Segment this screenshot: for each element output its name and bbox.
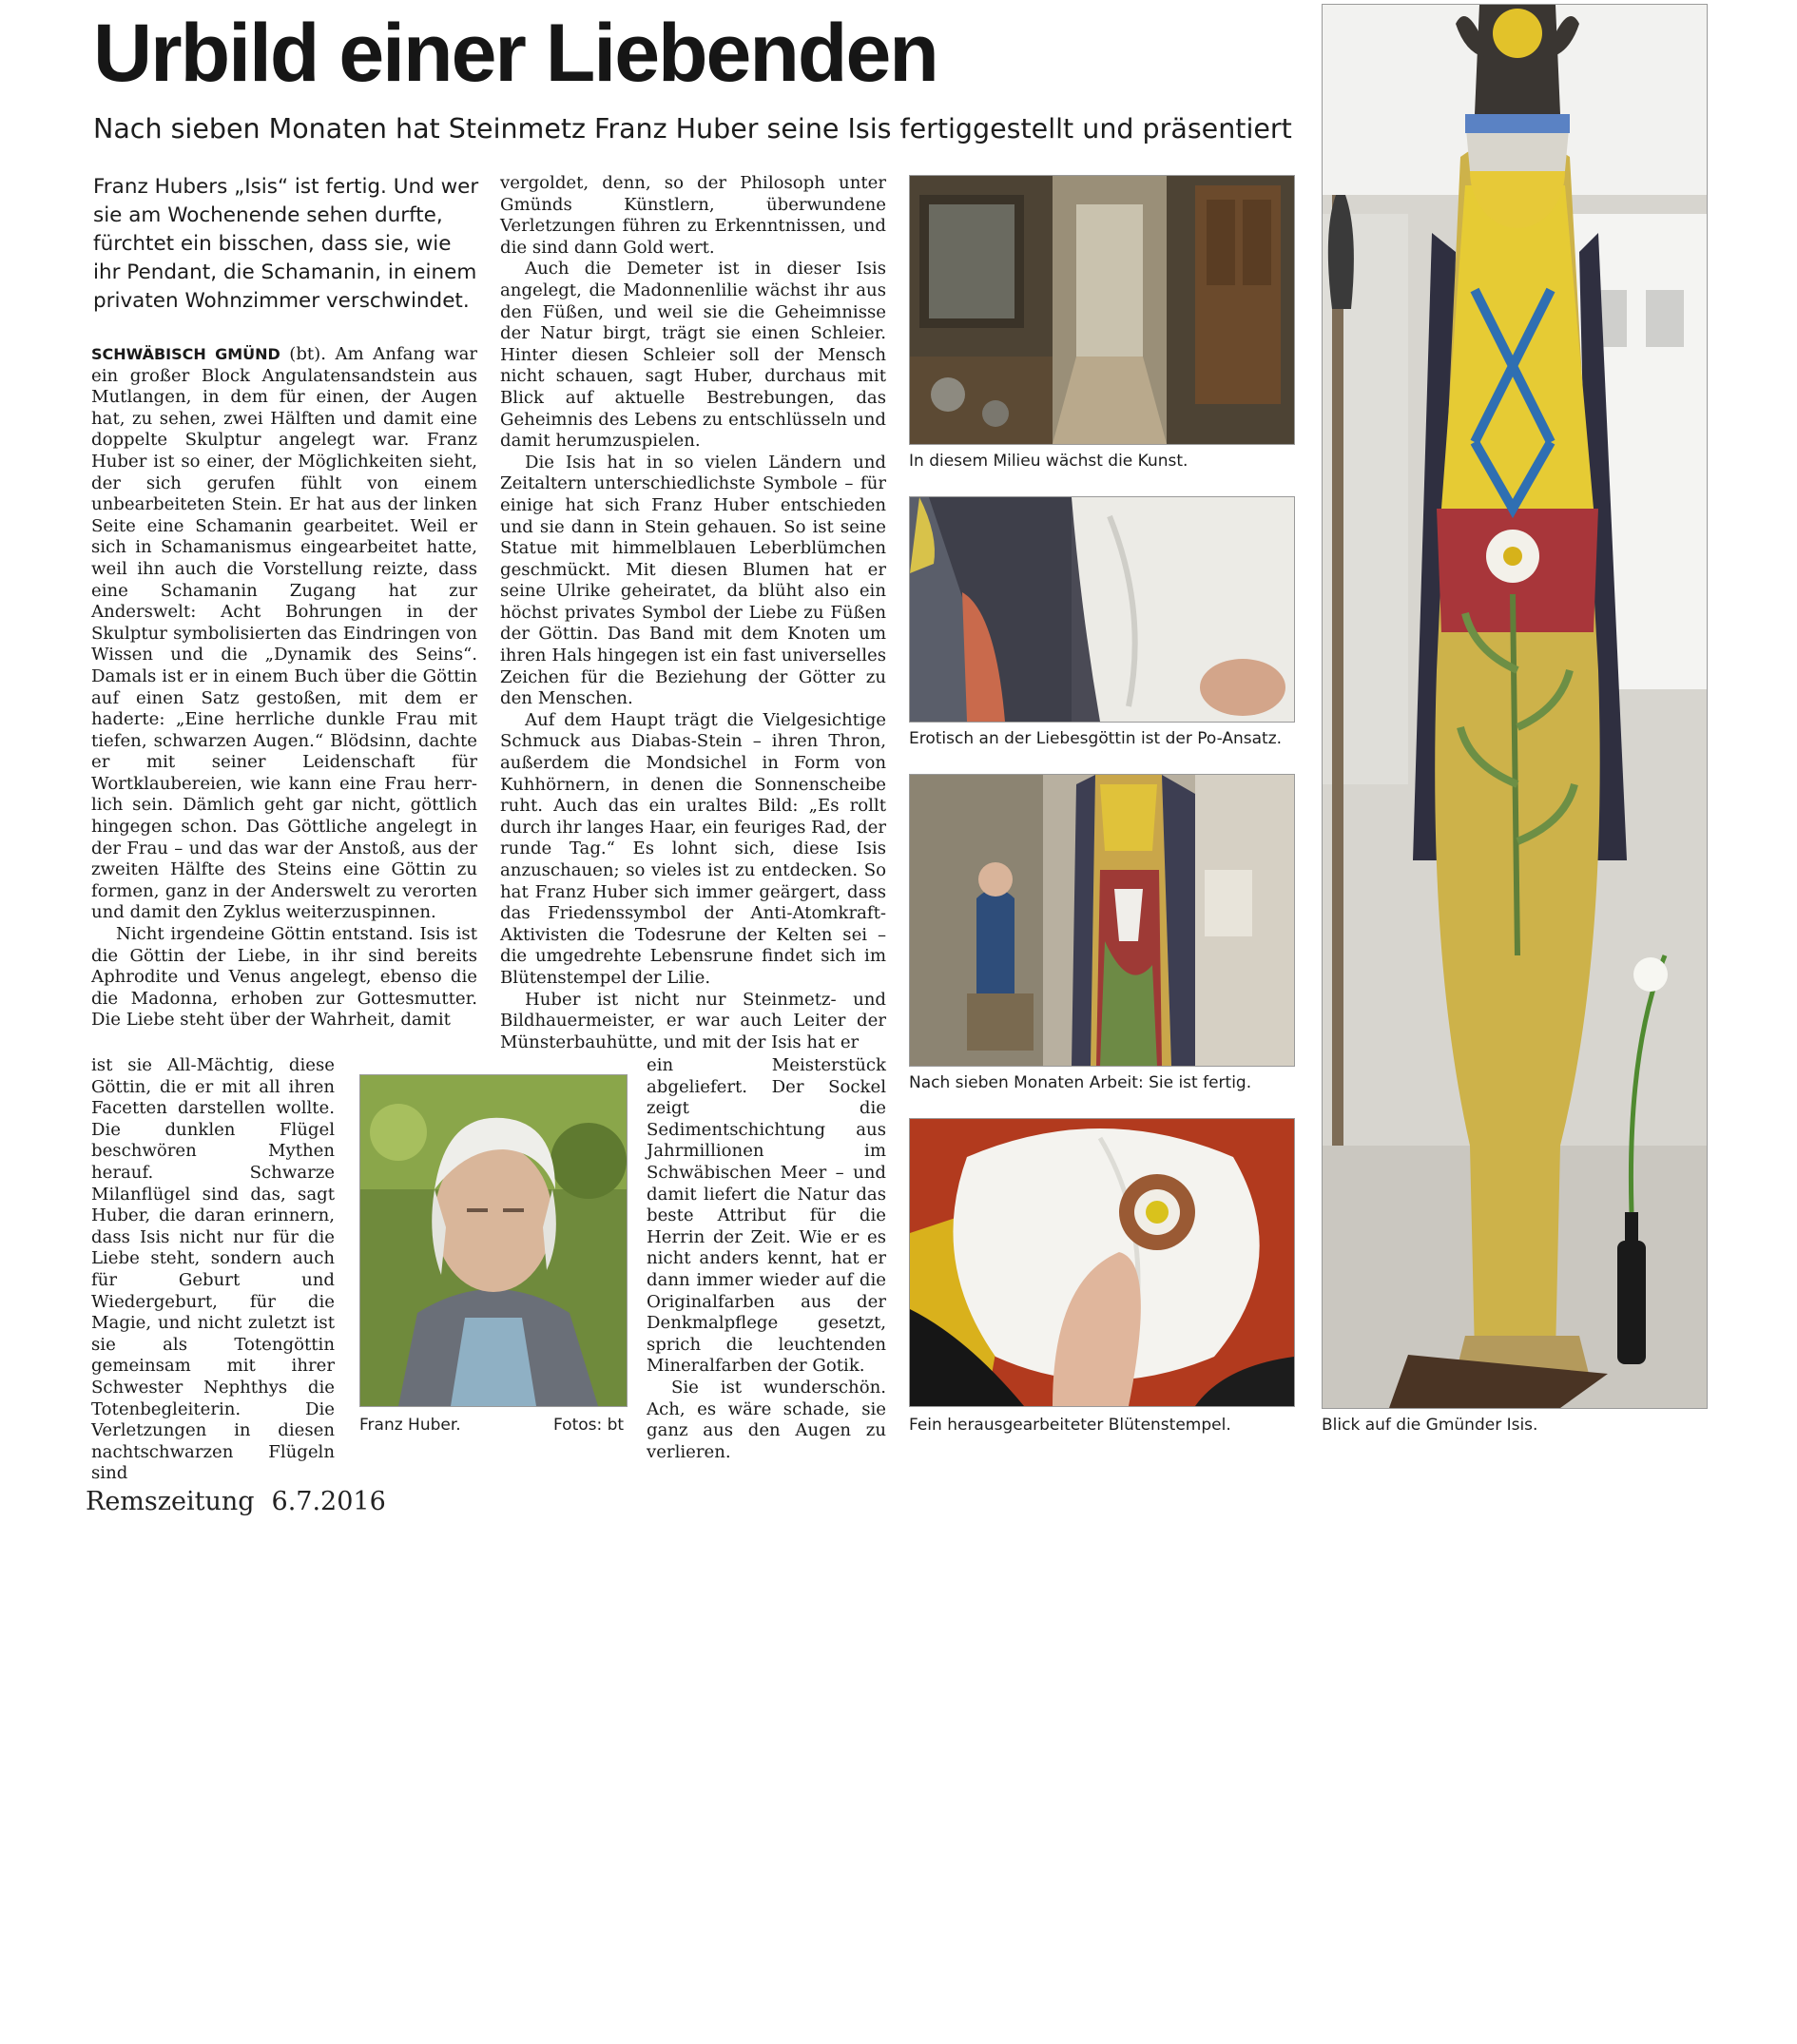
workshop-photo [909, 175, 1295, 445]
body-paragraph: Sie ist wunderschön. Ach, es wäre schade, sie ganz aus den Augen zu verlieren. [647, 1377, 886, 1462]
isis-statue-photo [1322, 4, 1708, 1409]
body-paragraph: Die Isis hat in so vielen Ländern und Zeitaltern unterschiedlichste Symbole – für einige hat sich Franz Huber entschieden und sie dann in Stein gehauen. So ist seine Statue mit himmelblauen Leberblümchen geschmückt. Mit diesen Blumen hat er seine Ulrike geheiratet, da blüht also ein höchst privates Symbol der Liebe zu Füßen der Göttin. Das Band mit dem Knoten um ihren Hals hingegen ist ein fast universelles Zeichen für die Beziehung der Götter zu den Menschen. [500, 452, 886, 709]
body-paragraph: Huber ist nicht nur Steinmetz- und Bildhauermeister, er war auch Leiter der Münsterbauhütte, und mit der Isis hat er [500, 989, 886, 1052]
body-paragraph: Auch die Demeter ist in dieser Isis angelegt, die Madonnenlilie wächst ihr aus den Füßen, und weil sie die Geheimnisse der Natur birgt, trägt sie einen Schleier. Hinter diesen Schleier soll der Mensch nicht schauen, sagt Huber, durchaus mit Blick auf aktuelle Bestrebungen, das Geheimnis des Lebens zu entschlüsseln und damit herumzuspielen. [500, 259, 886, 452]
blossom-photo [909, 1118, 1295, 1407]
body-paragraph: vergoldet, denn, so der Philosoph unter Gmünds Künstlern, überwundene Verletzungen führen zu Erkenntnissen, und die sind dann Gold wert. [500, 173, 886, 258]
lead-line: fürchtet ein bisschen, dass sie, wie [93, 232, 452, 256]
article-column-1 [91, 344, 477, 1032]
photo-credit: Fotos: bt [553, 1416, 625, 1435]
article-column-2-continued [647, 1055, 886, 1463]
publication-name: Remszeitung [86, 1487, 255, 1516]
article-column-1-continued: ist sie All-Mächtig, diese Göttin, die er mit all ihren Facetten darstellen wollte. Die dunklen Flügel beschwören Mythen herauf. Schwarze Milanflügel sind das, sagt Huber, die daran erinnern, dass Isis nicht nur für die Liebe steht, sondern auch für Geburt und Wiedergeburt, für die Magie, und nicht zuletzt ist sie als Totengöttin gemeinsam mit ihrer Schwester Nephthys die Totenbegleiterin. Die Verletzungen in diesen nachtschwarzen Flügeln sind [91, 1055, 335, 1484]
portrait-photo [359, 1074, 628, 1407]
lead-paragraph [93, 173, 483, 316]
lead-line: sie am Wochenende sehen durfte, [93, 203, 443, 227]
caption-isis: Blick auf die Gmünder Isis. [1322, 1416, 1538, 1435]
caption-seven-months: Nach sieben Monaten Arbeit: Sie ist fertig. [909, 1073, 1252, 1092]
publication-footer [86, 1487, 386, 1516]
caption-blossom: Fein herausgearbeiteter Blütenstempel. [909, 1416, 1231, 1435]
caption-erotic: Erotisch an der Liebesgöttin ist der Po-Ansatz. [909, 729, 1283, 748]
caption-workshop: In diesem Milieu wächst die Kunst. [909, 452, 1188, 471]
body-paragraph: ein Meisterstück abgeliefert. Der Sockel zeigt die Sedimentschichtung aus Jahrmillionen im Schwäbischen Meer – und damit liefert die Natur das beste Attribut für die Herrin der Zeit. Wie er es nicht anders kennt, hat er dann immer wieder auf die Originalfarben aus der Denkmalpflege gesetzt, sprich die leuchtenden Mineralfarben der Gotik. [647, 1055, 886, 1377]
lead-line: Franz Hubers „Isis“ ist fertig. Und wer [93, 175, 479, 199]
body-text: (bt). Am Anfang war ein großer Block Angulatensandstein aus Mutlangen, in dem für einen, der Augen hat, zu sehen, zwei Hälften und damit eine doppelte Skulptur angelegt war. Franz Huber ist so einer, der Möglichkeiten sieht, der sich gerufen fühlt von einem unbearbeiteten Stein. Er hat aus der linken Seite eine Schamanin gearbeitet. Weil er sich in Schamanismus eingearbeitet hatte, weil ihn auch die Vorstellung reizte, dass eine Schamanin Zugang hat zur Anderswelt: Acht Bohrungen in der Skulptur symbolisierten das Eindringen von Wissen und die „Dynamik des Seins“. Damals ist er in einem Buch über die Göttin auf einen Satz gestoßen, mit dem er haderte: „Eine herrliche dunkle Frau mit tiefen, schwarzen Augen.“ Blödsinn, dachte er mit seiner Leidenschaft für Wortklaubereien, wie kann eine Frau herr-lich sein. Dämlich geht gar nicht, göttlich hingegen schon. Das Göttliche angelegt in der Frau – und das war der Anstoß, aus der zweiten Hälfte des Steins eine Göttin zu formen, ganz in der Anderswelt zu verorten und damit den Zyklus weiterzuspinnen. [91, 344, 478, 923]
body-paragraph: Auf dem Haupt trägt die Vielgesichtige Schmuck aus Diabas-Stein – ihren Thron, außerdem die Mondsichel in Form von Kuhhörnern, in denen die Sonnenscheibe ruht. Auch das ein uraltes Bild: „Es rollt durch ihr langes Haar, ein feuriges Rad, der runde Tag.“ Es lohnt sich, diese Isis anzuschauen; so vieles ist zu entdecken. So hat Franz Huber sich immer geärgert, dass das Friedenssymbol der Anti-Atomkraft-Aktivisten die Todesrune der Kelten sei – die umgedrehte Lebensrune findet sich im Blütenstempel der Lilie. [500, 709, 886, 988]
lead-line: ihr Pendant, die Schamanin, in einem [93, 260, 477, 284]
detail-photo [909, 496, 1295, 723]
subheadline: Nach sieben Monaten hat Steinmetz Franz Huber seine Isis fertiggestellt und präsentiert [93, 113, 1292, 145]
lead-line: privaten Wohnzimmer verschwindet. [93, 289, 470, 313]
headline: Urbild einer Liebenden [93, 8, 937, 99]
body-paragraph [91, 344, 477, 924]
body-paragraph: Nicht irgendeine Göttin entstand. Isis ist die Göttin der Liebe, in ihr sind bereits Aphrodite und Venus angelegt, ebenso die die Madonna, erhoben zur Gottesmutter. Die Liebe steht über der Wahrheit, damit [91, 924, 477, 1031]
dateline: SCHWÄBISCH GMÜND [91, 345, 280, 363]
article-column-2 [500, 173, 886, 1053]
finished-sculpture-photo [909, 774, 1295, 1067]
caption-portrait: Franz Huber. [359, 1416, 461, 1435]
publication-date: 6.7.2016 [271, 1487, 386, 1516]
